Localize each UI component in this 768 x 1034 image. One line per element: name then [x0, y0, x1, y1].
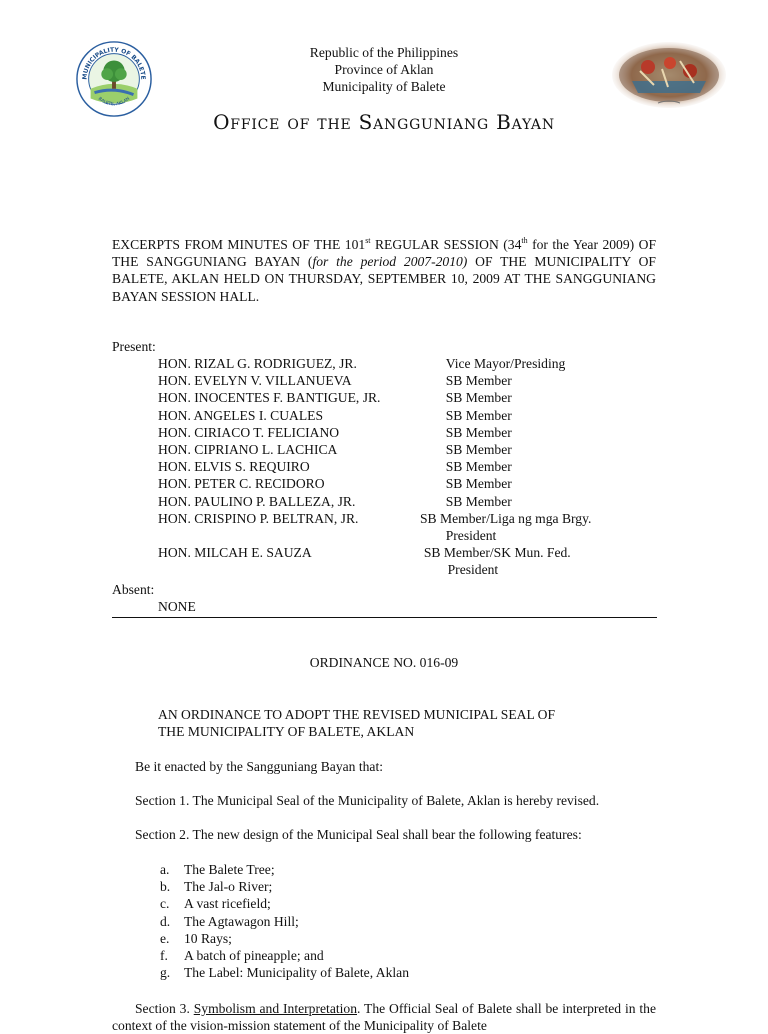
- member-position: SB Member: [445, 441, 512, 457]
- excerpt-text-4: OF THE MUNICIPALITY OF BALETE, AKLAN HELD ON THURSDAY, SEPTEMBER 10, 2009 AT THE SANGGUNIANG BAYAN SESSION HALL.: [112, 254, 656, 304]
- member-position: SB Member: [445, 424, 512, 440]
- list-item: [160, 913, 409, 930]
- list-item: [160, 947, 409, 964]
- ordinance-title-line-1: AN ORDINANCE TO ADOPT THE REVISED MUNICIPAL SEAL OF: [158, 707, 556, 722]
- list-item-letter: g.: [160, 965, 171, 981]
- member-position: Vice Mayor/Presiding: [445, 356, 566, 371]
- list-item-letter: a.: [160, 862, 170, 877]
- letterhead-municipality: Municipality of Balete: [322, 79, 446, 95]
- present-label: Present:: [112, 339, 156, 354]
- excerpt-sup-2: th: [521, 236, 528, 245]
- absent-value: NONE: [158, 599, 196, 614]
- list-item: [160, 878, 409, 895]
- member-name: HON. INOCENTES F. BANTIGUE, JR.: [158, 390, 381, 406]
- list-item-letter: d.: [160, 913, 171, 929]
- excerpt-text-2: REGULAR SESSION (34: [370, 237, 522, 252]
- member-row: [158, 389, 658, 406]
- section-2: Section 2. The new design of the Municipal Seal shall bear the following features:: [135, 827, 582, 842]
- list-item-letter: e.: [160, 930, 170, 946]
- member-row: [158, 510, 658, 527]
- ordinance-number: ORDINANCE NO. 016-09: [309, 655, 459, 670]
- enacting-clause: Be it enacted by the Sangguniang Bayan that:: [135, 759, 384, 774]
- member-position: SB Member/SK Mun. Fed.: [423, 545, 571, 561]
- list-item-text: A batch of pineapple; and: [184, 947, 324, 963]
- member-row-continued: [158, 527, 658, 544]
- section-3-text: . The Official Seal of Balete shall be interpreted in the context of the vision-mission statement of the Municipality of Balete: [112, 1001, 656, 1034]
- absent-label: Absent:: [112, 582, 155, 597]
- member-name: HON. MILCAH E. SAUZA: [158, 545, 312, 561]
- member-row: [158, 544, 658, 561]
- member-row: [158, 407, 658, 424]
- section-3-heading: Symbolism and Interpretation: [193, 1001, 357, 1016]
- list-item-text: The Jal-o River;: [184, 879, 273, 895]
- list-item: [160, 861, 409, 878]
- list-item-letter: b.: [160, 879, 171, 895]
- member-name: HON. CRISPINO P. BELTRAN, JR.: [158, 510, 359, 526]
- member-row: [158, 355, 658, 372]
- member-row: [158, 493, 658, 510]
- excerpt-paragraph: [112, 236, 656, 305]
- member-position: SB Member: [445, 476, 512, 492]
- list-item-letter: c.: [160, 896, 170, 912]
- member-position-continued: President: [447, 562, 499, 578]
- ordinance-title: [158, 706, 658, 740]
- member-row: [158, 424, 658, 441]
- member-position: SB Member: [445, 493, 512, 509]
- member-position: SB Member: [445, 407, 512, 423]
- list-item: [160, 930, 409, 947]
- list-item-text: The Balete Tree;: [184, 862, 275, 877]
- ordinance-title-line-2: THE MUNICIPALITY OF BALETE, AKLAN: [158, 724, 415, 740]
- seal-ring-text: MUNICIPALITY OF BALETE: [81, 46, 147, 80]
- list-item-text: 10 Rays;: [184, 930, 232, 946]
- member-row-continued: [158, 561, 658, 578]
- seal-features-list: [160, 861, 409, 981]
- member-row: [158, 372, 658, 389]
- member-position: SB Member: [445, 459, 512, 475]
- letterhead-country: Republic of the Philippines: [309, 45, 459, 60]
- excerpt-sup-1: st: [365, 236, 371, 245]
- member-name: HON. CIRIACO T. FELICIANO: [158, 424, 340, 440]
- excerpt-italic: for the period 2007-2010): [312, 254, 468, 270]
- list-item-letter: f.: [160, 947, 168, 963]
- member-row: [158, 475, 658, 492]
- office-title: Office of the Sangguniang Bayan: [213, 110, 555, 134]
- list-item-text: A vast ricefield;: [184, 896, 271, 912]
- letterhead-province: Province of Aklan: [334, 62, 434, 78]
- list-item: [160, 895, 409, 912]
- member-name: HON. CIPRIANO L. LACHICA: [158, 441, 338, 457]
- section-1: Section 1. The Municipal Seal of the Municipality of Balete, Aklan is hereby revised.: [135, 793, 600, 808]
- section-3: [112, 1000, 656, 1034]
- members-roster: [158, 355, 658, 578]
- excerpt-text-3: for the Year 2009) OF THE SANGGUNIANG BAYAN (: [112, 237, 657, 270]
- member-row: [158, 441, 658, 458]
- section-3-prefix: Section 3.: [135, 1001, 194, 1016]
- seal-bottom-text: BALETE, AKLAN: [96, 96, 132, 108]
- member-name: HON. PETER C. RECIDORO: [158, 476, 325, 492]
- member-row: [158, 458, 658, 475]
- member-name: HON. ELVIS S. REQUIRO: [158, 459, 310, 475]
- member-position: SB Member: [445, 373, 512, 389]
- divider-line: [112, 617, 657, 618]
- list-item-text: The Label: Municipality of Balete, Aklan: [184, 965, 409, 981]
- member-position: SB Member: [445, 390, 512, 406]
- member-position: SB Member/Liga ng mga Brgy.: [420, 510, 592, 526]
- letterhead: [0, 44, 768, 96]
- list-item: [160, 964, 409, 981]
- list-item-text: The Agtawagon Hill;: [184, 913, 299, 929]
- member-name: HON. EVELYN V. VILLANUEVA: [158, 373, 352, 389]
- excerpt-text-1: EXCERPTS FROM MINUTES OF THE 101: [112, 237, 366, 252]
- member-position-continued: President: [445, 527, 497, 543]
- member-name: HON. PAULINO P. BALLEZA, JR.: [158, 493, 356, 509]
- member-name: HON. RIZAL G. RODRIGUEZ, JR.: [158, 356, 357, 371]
- member-name: HON. ANGELES I. CUALES: [158, 407, 324, 423]
